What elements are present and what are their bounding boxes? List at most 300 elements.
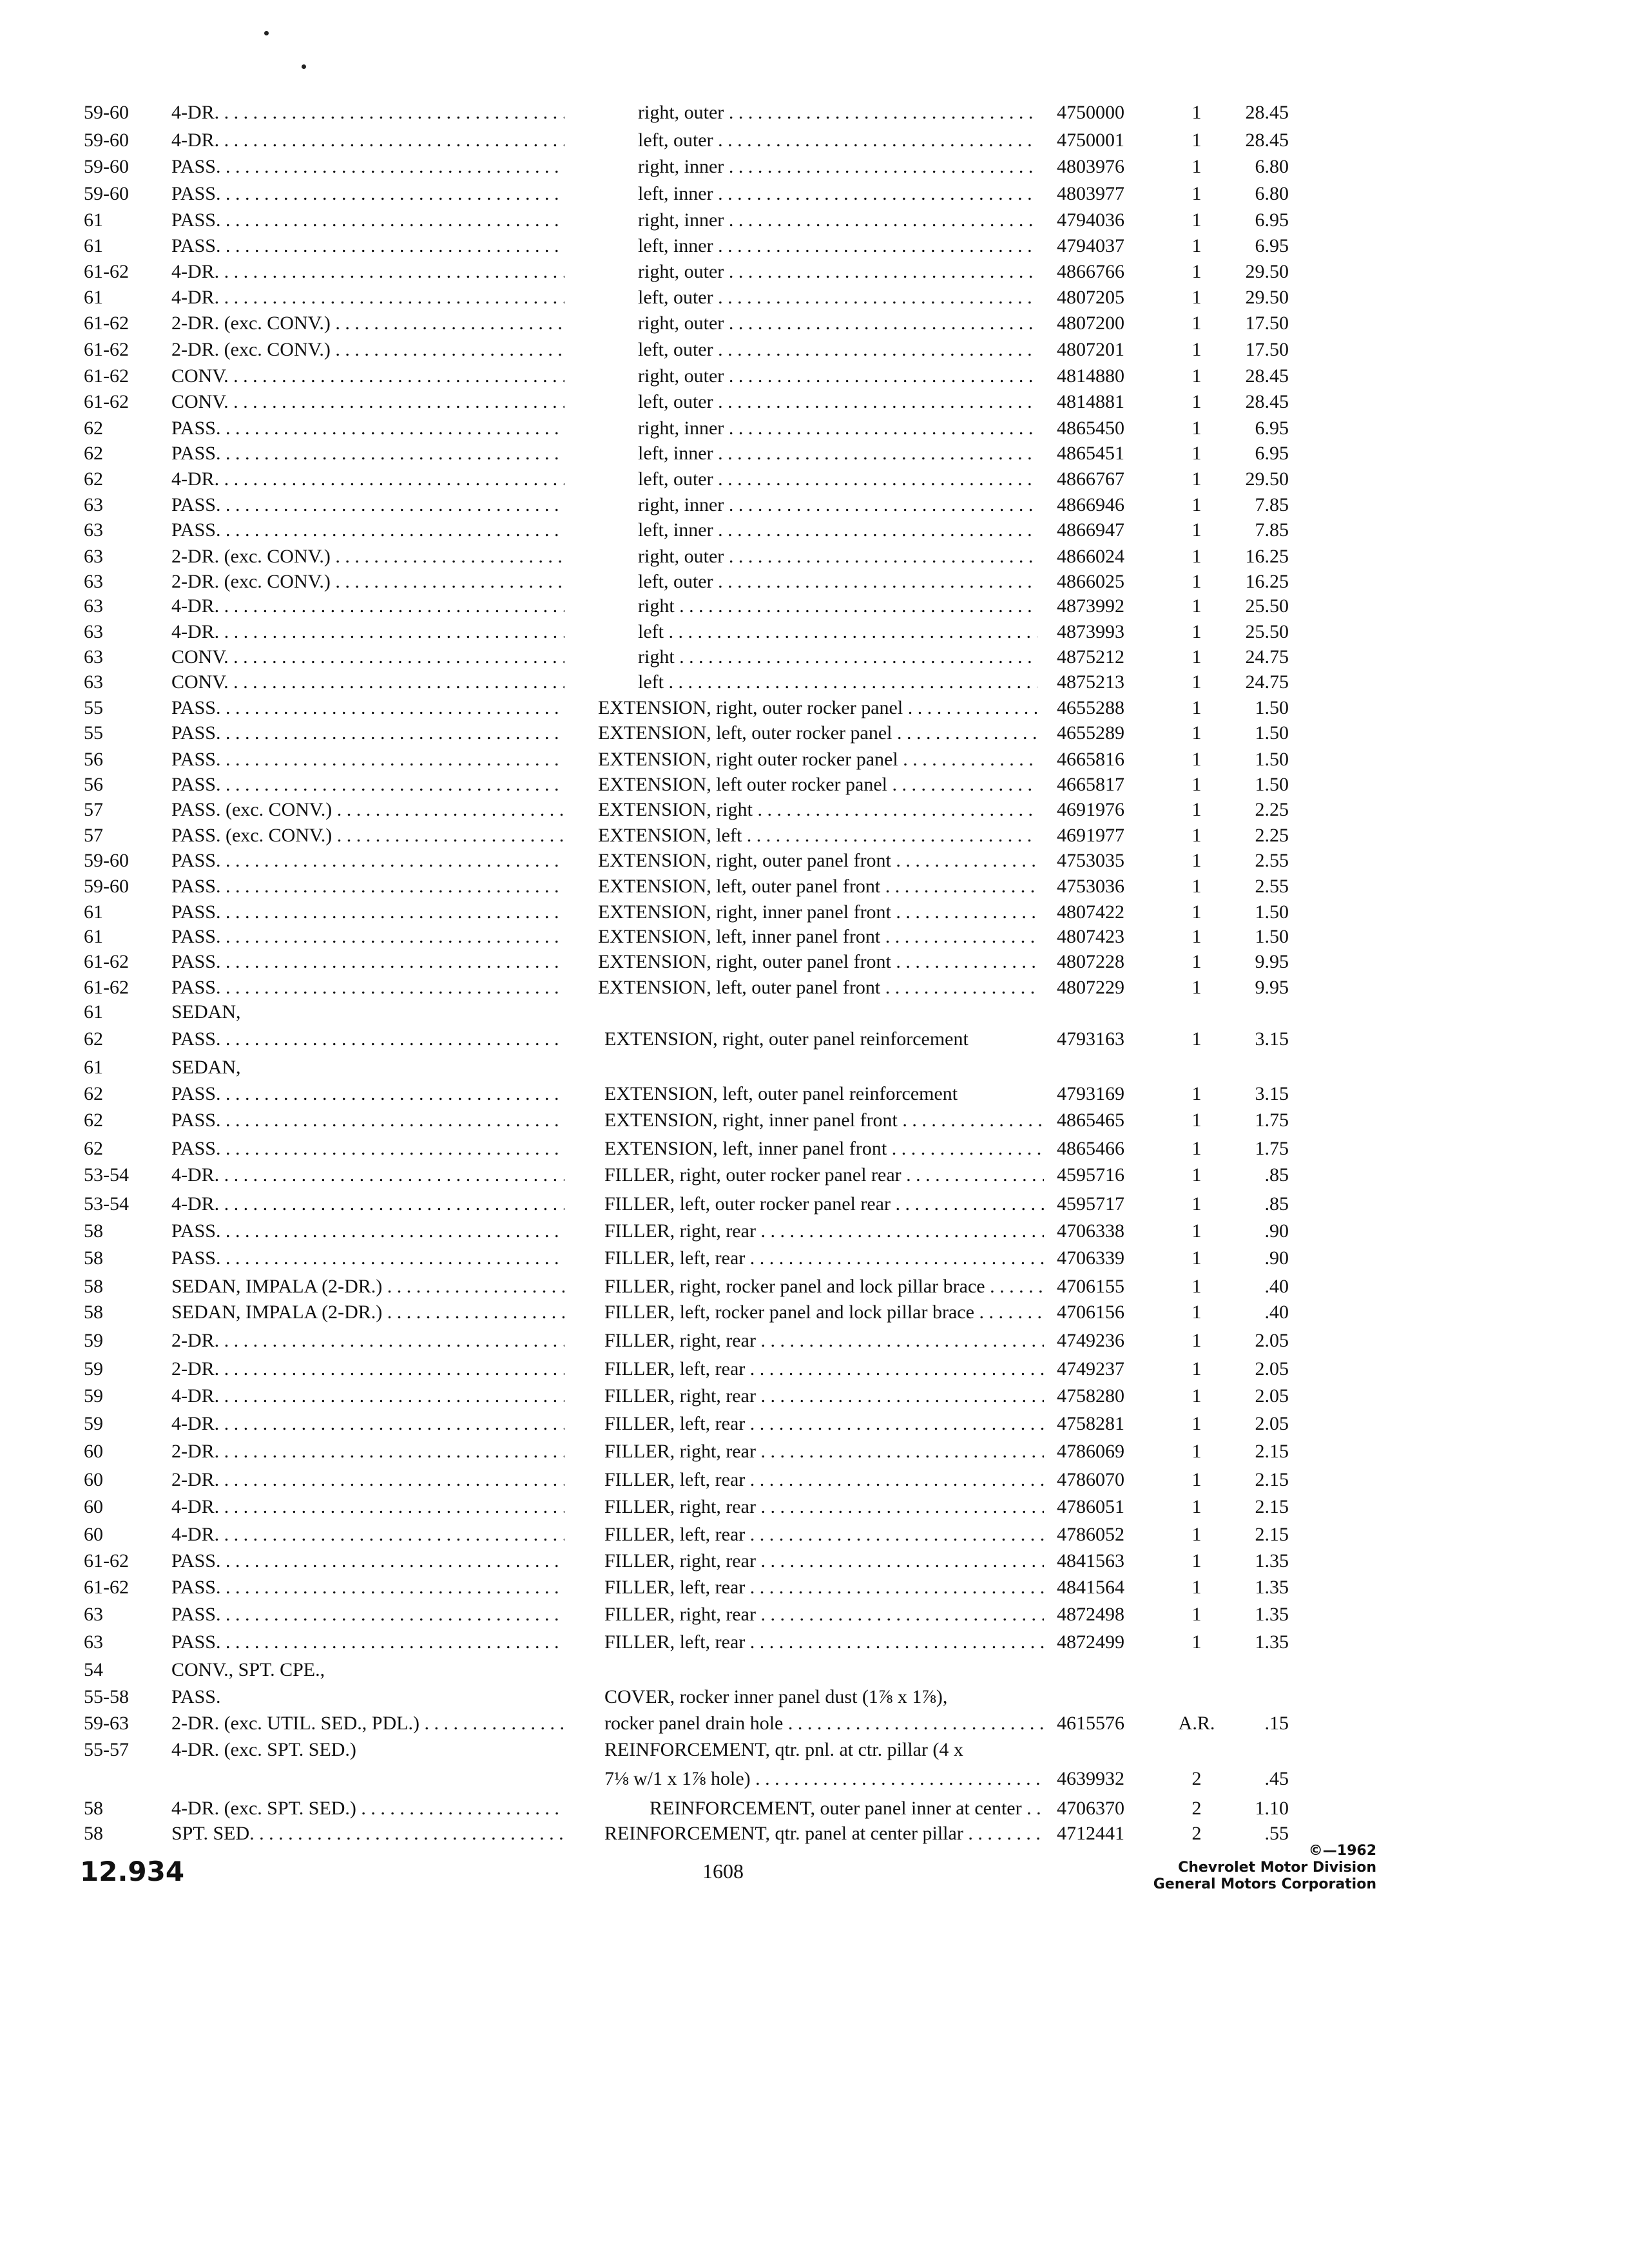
part-description: FILLER, left, rear . . . [604,1466,1044,1494]
list-price: 6.95 [1255,235,1289,256]
body-style: 4-DR. . . . [171,1410,564,1437]
part-description: FILLER, left, rear . . . [604,1410,1044,1437]
model-year: 61-62 [84,312,129,334]
quantity: 1 [1191,1413,1202,1434]
part-description: left . . . [638,619,1037,646]
model-year: 60 [84,1469,103,1490]
body-style: CONV. . . . [171,669,564,696]
part-number: 4758280 [1057,1385,1124,1407]
catalog-row [0,644,1629,671]
quantity: 1 [1191,1083,1202,1104]
list-price: .55 [1264,1823,1289,1844]
quantity: 2 [1191,1823,1202,1844]
quantity: 1 [1191,1276,1202,1297]
body-style: 2-DR. (exc. UTIL. SED., PDL.) . . . [171,1710,564,1737]
part-description: left, outer . . . [638,336,1037,363]
body-style: PASS. . . . [171,1218,564,1245]
quantity: 1 [1191,261,1202,282]
part-description: left, outer . . . [638,466,1037,493]
model-year: 60 [84,1524,103,1545]
quantity: 1 [1191,850,1202,871]
model-year: 63 [84,621,103,642]
list-price: 29.50 [1245,287,1289,308]
part-number: 4794036 [1057,209,1124,231]
catalog-row [0,440,1629,467]
body-style: 2-DR. . . . [171,1466,564,1494]
part-number: 4875212 [1057,646,1124,668]
quantity: 1 [1191,749,1202,770]
list-price: .90 [1264,1220,1289,1242]
catalog-row [0,99,1629,126]
part-description: EXTENSION, left, outer rocker panel . . . [598,720,1037,747]
catalog-row [0,1820,1629,1847]
list-price: .90 [1264,1247,1289,1269]
quantity: 1 [1191,1604,1202,1625]
body-style: PASS. . . . [171,517,564,544]
catalog-row [0,974,1629,1001]
list-price: 6.95 [1255,209,1289,231]
body-style: CONV. . . . [171,644,564,671]
catalog-row [0,1601,1629,1628]
body-style: 2-DR. . . . [171,1438,564,1465]
part-number: 4866025 [1057,571,1124,592]
catalog-row [0,999,1629,1026]
quantity: 1 [1191,926,1202,947]
catalog-row [0,127,1629,154]
part-number: 4873992 [1057,595,1124,617]
list-price: 9.95 [1255,951,1289,972]
body-style: 4-DR. . . . [171,1494,564,1521]
quantity: 1 [1191,1330,1202,1351]
catalog-row [0,517,1629,544]
catalog-row [0,873,1629,900]
part-number: 4706338 [1057,1220,1124,1242]
body-style: PASS. . . . [171,847,564,874]
part-description: FILLER, left, rear . . . [604,1356,1044,1383]
list-price: 6.95 [1255,418,1289,439]
catalog-row [0,923,1629,950]
part-number: 4786052 [1057,1524,1124,1545]
body-style: PASS. . . . [171,1601,564,1628]
list-price: .85 [1264,1164,1289,1186]
model-year: 62 [84,468,103,490]
body-style: 4-DR. . . . [171,466,564,493]
list-price: 25.50 [1245,621,1289,642]
list-price: 2.05 [1255,1358,1289,1379]
quantity: 1 [1191,339,1202,360]
model-year: 53-54 [84,1193,129,1215]
quantity: 1 [1191,595,1202,617]
model-year: 59-60 [84,876,129,897]
part-number: 4639932 [1057,1768,1124,1789]
part-number: 4753036 [1057,876,1124,897]
part-description: EXTENSION, right, outer panel front . . . [598,847,1037,874]
part-description: left, outer . . . [638,389,1037,416]
quantity: 1 [1191,722,1202,744]
quantity: 1 [1191,494,1202,515]
quantity: 1 [1191,901,1202,923]
catalog-row [0,619,1629,646]
section-number: 12.934 [80,1856,185,1887]
catalog-row [0,796,1629,823]
part-number: 4595717 [1057,1193,1124,1215]
body-style: 4-DR. . . . [171,1191,564,1218]
quantity: 1 [1191,799,1202,820]
part-number: 4750001 [1057,130,1124,151]
catalog-row [0,284,1629,311]
body-style: PASS. . . . [171,1135,564,1162]
list-price: 6.95 [1255,443,1289,464]
copyright: ©—1962 [1308,1843,1376,1859]
part-description: right . . . [638,644,1037,671]
model-year: 59-60 [84,850,129,871]
part-description: left, inner . . . [638,517,1037,544]
quantity: 1 [1191,130,1202,151]
model-year: 59 [84,1413,103,1434]
catalog-row [0,1657,1629,1684]
catalog-row [0,1327,1629,1354]
body-style: 4-DR. . . . [171,1383,564,1410]
body-style: PASS. . . . [171,1548,564,1575]
list-price: 1.10 [1255,1798,1289,1819]
list-price: 28.45 [1245,391,1289,412]
list-price: 9.95 [1255,977,1289,998]
list-price: .15 [1264,1713,1289,1734]
part-number: 4866947 [1057,519,1124,541]
model-year: 60 [84,1496,103,1517]
model-year: 59 [84,1330,103,1351]
list-price: 28.45 [1245,130,1289,151]
list-price: 2.25 [1255,825,1289,846]
catalog-row [0,568,1629,595]
quantity: 1 [1191,287,1202,308]
catalog-row [0,258,1629,285]
catalog-row [0,847,1629,874]
model-year: 63 [84,671,103,693]
list-price: 1.50 [1255,749,1289,770]
catalog-row [0,720,1629,747]
list-price: 24.75 [1245,671,1289,693]
part-description: left, outer . . . [638,284,1037,311]
model-year: 61 [84,287,103,308]
catalog-row [0,1710,1629,1737]
quantity: 1 [1191,621,1202,642]
list-price: 7.85 [1255,494,1289,515]
list-price: 2.05 [1255,1385,1289,1407]
catalog-row [0,1191,1629,1218]
body-style: CONV. . . . [171,389,564,416]
model-year: 58 [84,1798,103,1819]
model-year: 61 [84,1057,103,1078]
quantity: 1 [1191,209,1202,231]
part-description: EXTENSION, left, inner panel front . . . [604,1135,1044,1162]
model-year: 61 [84,1001,103,1023]
catalog-row [0,1736,1629,1763]
quantity: 1 [1191,1496,1202,1517]
model-year: 63 [84,546,103,567]
catalog-row [0,310,1629,337]
quantity: 1 [1191,102,1202,123]
part-number: 4793163 [1057,1028,1124,1050]
model-year: 63 [84,494,103,515]
model-year: 61-62 [84,339,129,360]
catalog-row [0,695,1629,722]
quantity: 1 [1191,1524,1202,1545]
quantity: 1 [1191,774,1202,795]
list-price: 2.55 [1255,850,1289,871]
quantity: 2 [1191,1768,1202,1789]
model-year: 58 [84,1276,103,1297]
list-price: 2.05 [1255,1330,1289,1351]
model-year: 62 [84,443,103,464]
catalog-row [0,1410,1629,1437]
catalog-row [0,1135,1629,1162]
part-description: EXTENSION, right . . . [598,796,1037,823]
body-style: PASS. . . . [171,873,564,900]
model-year: 55 [84,722,103,744]
part-number: 4786051 [1057,1496,1124,1517]
catalog-row [0,1054,1629,1081]
body-style: 4-DR. . . . [171,99,564,126]
part-description: COVER, rocker inner panel dust (1⅞ x 1⅞), [604,1686,948,1707]
quantity: 1 [1191,1193,1202,1215]
part-description: EXTENSION, left, outer panel front . . . [598,974,1037,1001]
body-style: PASS. . . . [171,720,564,747]
model-year: 55 [84,697,103,718]
part-number: 4749236 [1057,1330,1124,1351]
catalog-row [0,1218,1629,1245]
model-year: 58 [84,1823,103,1844]
part-description: EXTENSION, left, outer panel front . . . [598,873,1037,900]
quantity: 1 [1191,1577,1202,1598]
body-style: PASS. . . . [171,899,564,926]
part-number: 4803976 [1057,156,1124,177]
model-year: 62 [84,1028,103,1050]
body-style: PASS. . . . [171,974,564,1001]
division-name: Chevrolet Motor Division [1178,1860,1376,1876]
part-number: 4814881 [1057,391,1124,412]
model-year: 59-60 [84,102,129,123]
body-style: PASS. . . . [171,1245,564,1272]
model-year: 61 [84,235,103,256]
part-number: 4691976 [1057,799,1124,820]
part-number: 4665816 [1057,749,1124,770]
body-style: 4-DR. (exc. SPT. SED.) . . . [171,1795,564,1822]
body-style: 2-DR. (exc. CONV.) . . . [171,336,564,363]
quantity: 1 [1191,235,1202,256]
quantity: 1 [1191,468,1202,490]
model-year: 63 [84,1631,103,1653]
list-price: 1.35 [1255,1577,1289,1598]
part-description: FILLER, right, rear . . . [604,1438,1044,1465]
catalog-row [0,948,1629,975]
part-number: 4706370 [1057,1798,1124,1819]
body-style: 4-DR. . . . [171,593,564,620]
part-number: 4786069 [1057,1441,1124,1462]
part-number: 4706339 [1057,1247,1124,1269]
model-year: 61 [84,926,103,947]
list-price: 1.35 [1255,1631,1289,1653]
publisher-block [1153,1843,1376,1893]
part-description: right, outer . . . [638,310,1037,337]
part-description: FILLER, right, rear . . . [604,1383,1044,1410]
part-description: left, inner . . . [638,440,1037,467]
part-number: 4872498 [1057,1604,1124,1625]
model-year: 56 [84,774,103,795]
body-style: PASS. . . . [171,746,564,773]
list-price: 28.45 [1245,365,1289,387]
list-price: 24.75 [1245,646,1289,668]
body-style: PASS. . . . [171,207,564,234]
part-description: left, outer . . . [638,568,1037,595]
catalog-row [0,1521,1629,1548]
list-price: 7.85 [1255,519,1289,541]
catalog-row [0,899,1629,926]
catalog-row [0,1245,1629,1272]
model-year: 56 [84,749,103,770]
quantity: 1 [1191,546,1202,567]
body-style: PASS. [171,1686,221,1707]
part-number: 4807422 [1057,901,1124,923]
quantity: 1 [1191,183,1202,204]
quantity: 1 [1191,365,1202,387]
body-style: SEDAN, [171,1057,241,1078]
part-number: 4865466 [1057,1138,1124,1159]
quantity: 1 [1191,443,1202,464]
corporation-name: General Motors Corporation [1153,1876,1376,1892]
body-style: PASS. . . . [171,1629,564,1656]
part-description: EXTENSION, right outer rocker panel . . . [598,746,1037,773]
model-year: 61-62 [84,977,129,998]
part-description: EXTENSION, right, outer rocker panel . . . [598,695,1037,722]
model-year: 53-54 [84,1164,129,1186]
part-description: right, outer . . . [638,99,1037,126]
catalog-row [0,1684,1629,1711]
catalog-row [0,1383,1629,1410]
quantity: 1 [1191,1358,1202,1379]
part-description: FILLER, left, rear . . . [604,1521,1044,1548]
quantity: 1 [1191,671,1202,693]
list-price: .40 [1264,1276,1289,1297]
list-price: 16.25 [1245,546,1289,567]
quantity: 1 [1191,1247,1202,1269]
body-style: PASS. . . . [171,440,564,467]
body-style: PASS. . . . [171,180,564,207]
catalog-row [0,1574,1629,1601]
quantity: 1 [1191,1631,1202,1653]
body-style: PASS. . . . [171,1574,564,1601]
part-number: 4750000 [1057,102,1124,123]
part-number: 4655289 [1057,722,1124,744]
body-style: 4-DR. . . . [171,1521,564,1548]
body-style: PASS. . . . [171,233,564,260]
part-description: FILLER, right, rear . . . [604,1327,1044,1354]
model-year: 63 [84,571,103,592]
catalog-row [0,1548,1629,1575]
part-number: 4615576 [1057,1713,1124,1734]
model-year: 58 [84,1302,103,1323]
list-price: 16.25 [1245,571,1289,592]
model-year: 62 [84,418,103,439]
part-number: 4865450 [1057,418,1124,439]
quantity: A.R. [1178,1713,1215,1734]
part-description: FILLER, right, rocker panel and lock pillar brace . . . [604,1273,1044,1300]
quantity: 1 [1191,825,1202,846]
body-style: PASS. . . . [171,1081,564,1108]
body-style: 2-DR. . . . [171,1327,564,1354]
catalog-row [0,1273,1629,1300]
part-description: EXTENSION, left . . . [598,822,1037,849]
list-price: .45 [1264,1768,1289,1789]
model-year: 59-60 [84,130,129,151]
catalog-row [0,389,1629,416]
quantity: 1 [1191,876,1202,897]
part-description: FILLER, left, rear . . . [604,1629,1044,1656]
list-price: 2.05 [1255,1413,1289,1434]
catalog-row [0,1765,1629,1792]
part-number: 4665817 [1057,774,1124,795]
model-year: 57 [84,825,103,846]
body-style: SPT. SED. . . . [171,1820,564,1847]
part-description: EXTENSION, left, inner panel front . . . [598,923,1037,950]
list-price: 1.50 [1255,722,1289,744]
part-description: REINFORCEMENT, qtr. panel at center pillar . . . [604,1820,1044,1847]
catalog-row [0,1356,1629,1383]
part-description: right, inner . . . [638,207,1037,234]
body-style: PASS. . . . [171,948,564,975]
body-style: PASS. (exc. CONV.) . . . [171,796,564,823]
quantity: 1 [1191,1138,1202,1159]
quantity: 1 [1191,1441,1202,1462]
model-year: 61-62 [84,1577,129,1598]
part-description: right, outer . . . [638,363,1037,390]
list-price: .85 [1264,1193,1289,1215]
model-year: 59-63 [84,1713,129,1734]
part-number: 4691977 [1057,825,1124,846]
body-style: 2-DR. (exc. CONV.) . . . [171,568,564,595]
part-number: 4655288 [1057,697,1124,718]
model-year: 61-62 [84,365,129,387]
quantity: 1 [1191,646,1202,668]
quantity: 1 [1191,1385,1202,1407]
part-description: EXTENSION, right, inner panel front . . . [604,1107,1044,1134]
part-description: 7⅛ w/1 x 1⅞ hole) . . . [604,1765,1044,1792]
part-number: 4758281 [1057,1413,1124,1434]
part-number: 4807229 [1057,977,1124,998]
body-style: 4-DR. . . . [171,1162,564,1189]
model-year: 55-58 [84,1686,129,1707]
body-style: PASS. . . . [171,492,564,519]
part-description: FILLER, right, rear . . . [604,1218,1044,1245]
model-year: 55-57 [84,1739,129,1760]
list-price: 28.45 [1245,102,1289,123]
part-number: 4794037 [1057,235,1124,256]
quantity: 1 [1191,977,1202,998]
part-description: left, outer . . . [638,127,1037,154]
body-style: PASS. . . . [171,923,564,950]
model-year: 63 [84,1604,103,1625]
part-description: FILLER, right, rear . . . [604,1494,1044,1521]
part-number: 4706156 [1057,1302,1124,1323]
body-style: 2-DR. . . . [171,1356,564,1383]
part-description: EXTENSION, left, outer panel reinforcement [604,1083,958,1104]
part-number: 4803977 [1057,183,1124,204]
body-style: 2-DR. (exc. CONV.) . . . [171,543,564,570]
quantity: 1 [1191,1110,1202,1131]
quantity: 1 [1191,519,1202,541]
part-number: 4866946 [1057,494,1124,515]
part-description: right . . . [638,593,1037,620]
